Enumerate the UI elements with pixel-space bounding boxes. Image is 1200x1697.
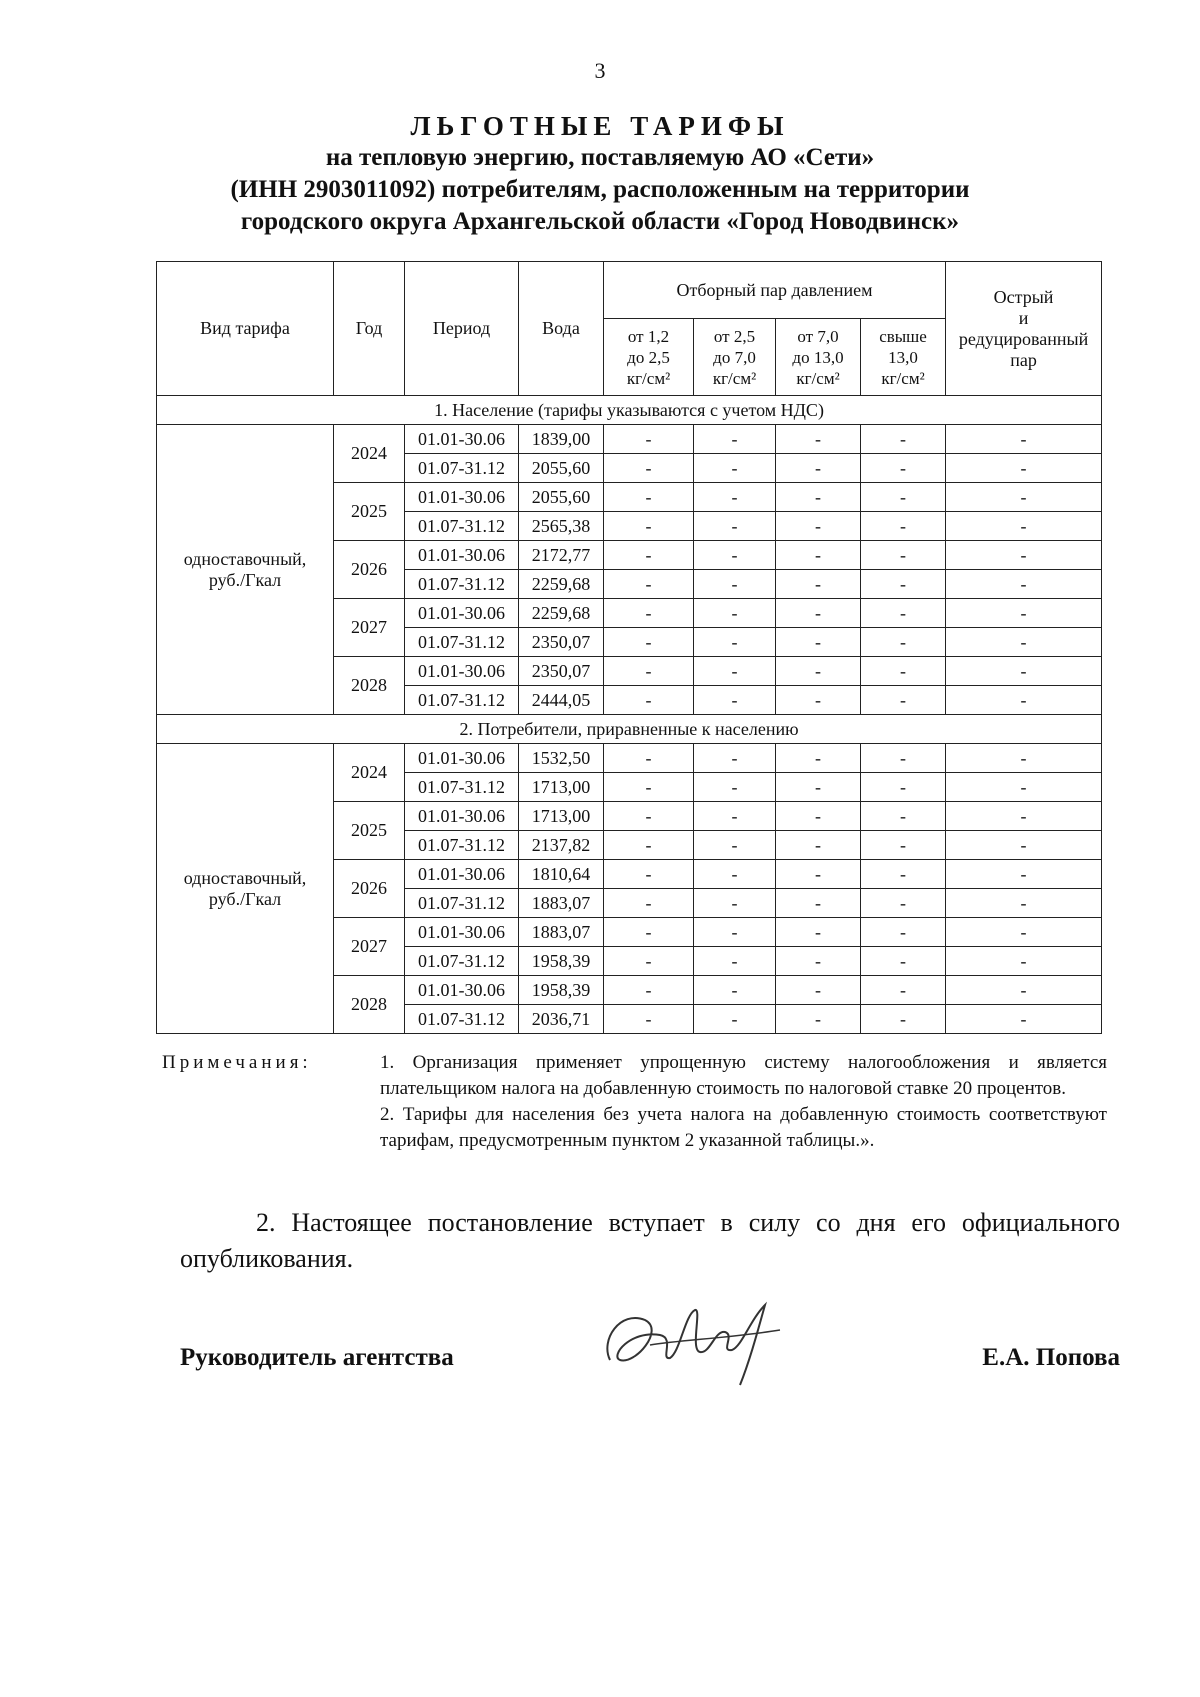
empty-value-cell: - (604, 686, 694, 715)
year-cell: 2025 (334, 483, 405, 541)
header-pressure-3-unit: кг/см² (796, 368, 840, 388)
water-cell: 2055,60 (519, 454, 604, 483)
empty-value-cell: - (946, 483, 1102, 512)
empty-value-cell: - (604, 628, 694, 657)
empty-value-cell: - (861, 831, 946, 860)
empty-value-cell: - (861, 976, 946, 1005)
header-sharp-line-2: и (1018, 307, 1029, 328)
empty-value-cell: - (694, 454, 776, 483)
note-item-1: 1. Организация применяет упрощенную систему налогообложения и является плательщиком налога на добавленную стоимость по налоговой ставке 20 процентов. (380, 1052, 1107, 1099)
empty-value-cell: - (861, 947, 946, 976)
empty-value-cell: - (946, 1005, 1102, 1034)
header-pressure-1-to: до 2,5 (627, 347, 670, 367)
water-cell: 2444,05 (519, 686, 604, 715)
empty-value-cell: - (776, 976, 861, 1005)
header-pressure-3-from: от 7,0 (797, 326, 839, 346)
empty-value-cell: - (861, 483, 946, 512)
period-cell: 01.01-30.06 (405, 744, 519, 773)
empty-value-cell: - (694, 483, 776, 512)
period-cell: 01.07-31.12 (405, 947, 519, 976)
empty-value-cell: - (604, 947, 694, 976)
empty-value-cell: - (694, 686, 776, 715)
period-cell: 01.01-30.06 (405, 657, 519, 686)
year-cell: 2028 (334, 976, 405, 1034)
empty-value-cell: - (694, 773, 776, 802)
empty-value-cell: - (604, 425, 694, 454)
water-cell: 1958,39 (519, 976, 604, 1005)
empty-value-cell: - (604, 773, 694, 802)
table-row (157, 425, 1102, 454)
empty-value-cell: - (946, 976, 1102, 1005)
year-cell: 2027 (334, 918, 405, 976)
empty-value-cell: - (946, 889, 1102, 918)
notes-list (380, 1050, 1107, 1154)
header-sharp-steam (946, 262, 1102, 396)
tariff-type-line-1: одноставочный, (183, 548, 307, 569)
title-line-4: городского округа Архангельской области «Город Новодвинск» (240, 208, 960, 235)
empty-value-cell: - (861, 802, 946, 831)
title-line-3: (ИНН 2903011092) потребителям, расположенным на территории (230, 176, 970, 203)
document-title (150, 110, 1050, 238)
period-cell: 01.07-31.12 (405, 512, 519, 541)
empty-value-cell: - (694, 889, 776, 918)
tariff-type-line-2: руб./Гкал (208, 569, 282, 590)
header-steam: Отборный пар давлением (604, 262, 946, 319)
empty-value-cell: - (604, 831, 694, 860)
empty-value-cell: - (861, 686, 946, 715)
water-cell: 1810,64 (519, 860, 604, 889)
empty-value-cell: - (776, 831, 861, 860)
tariff-type-cell (157, 425, 334, 715)
tariff-table (156, 261, 1102, 1034)
empty-value-cell: - (776, 570, 861, 599)
empty-value-cell: - (694, 744, 776, 773)
period-cell: 01.07-31.12 (405, 454, 519, 483)
water-cell: 2055,60 (519, 483, 604, 512)
empty-value-cell: - (604, 889, 694, 918)
header-pressure-2-unit: кг/см² (712, 368, 757, 388)
empty-value-cell: - (694, 860, 776, 889)
header-period: Период (405, 262, 519, 396)
empty-value-cell: - (946, 628, 1102, 657)
empty-value-cell: - (694, 947, 776, 976)
empty-value-cell: - (861, 599, 946, 628)
empty-value-cell: - (861, 889, 946, 918)
empty-value-cell: - (776, 773, 861, 802)
header-sharp-line-3: редуцированный (958, 328, 1089, 349)
empty-value-cell: - (694, 657, 776, 686)
empty-value-cell: - (776, 1005, 861, 1034)
empty-value-cell: - (861, 454, 946, 483)
signer-name: Е.А. Попова (982, 1344, 1120, 1371)
empty-value-cell: - (604, 570, 694, 599)
empty-value-cell: - (604, 744, 694, 773)
empty-value-cell: - (946, 802, 1102, 831)
header-pressure-1 (604, 319, 694, 396)
period-cell: 01.01-30.06 (405, 860, 519, 889)
title-line-2: на тепловую энергию, поставляемую АО «Сети» (325, 144, 875, 171)
empty-value-cell: - (604, 802, 694, 831)
empty-value-cell: - (694, 570, 776, 599)
period-cell: 01.01-30.06 (405, 425, 519, 454)
header-water: Вода (519, 262, 604, 396)
empty-value-cell: - (861, 744, 946, 773)
period-cell: 01.01-30.06 (405, 918, 519, 947)
period-cell: 01.07-31.12 (405, 1005, 519, 1034)
header-pressure-3 (776, 319, 861, 396)
empty-value-cell: - (604, 541, 694, 570)
signature-row (180, 1320, 1120, 1400)
empty-value-cell: - (946, 570, 1102, 599)
header-pressure-4 (861, 319, 946, 396)
empty-value-cell: - (946, 686, 1102, 715)
header-pressure-2-from: от 2,5 (713, 326, 756, 346)
empty-value-cell: - (604, 976, 694, 1005)
note-item-2: 2. Тарифы для населения без учета налога на добавленную стоимость соответствуют тарифам, предусмотренным пунктом 2 указанной таблицы.». (380, 1104, 1107, 1151)
period-cell: 01.01-30.06 (405, 976, 519, 1005)
empty-value-cell: - (776, 599, 861, 628)
empty-value-cell: - (776, 686, 861, 715)
year-cell: 2026 (334, 541, 405, 599)
empty-value-cell: - (604, 918, 694, 947)
empty-value-cell: - (694, 599, 776, 628)
tariff-type-cell (157, 744, 334, 1034)
period-cell: 01.01-30.06 (405, 802, 519, 831)
empty-value-cell: - (946, 512, 1102, 541)
water-cell: 1958,39 (519, 947, 604, 976)
empty-value-cell: - (776, 425, 861, 454)
period-cell: 01.07-31.12 (405, 889, 519, 918)
empty-value-cell: - (694, 1005, 776, 1034)
header-pressure-2 (694, 319, 776, 396)
header-pressure-3-to: до 13,0 (792, 347, 844, 367)
water-cell: 2172,77 (519, 541, 604, 570)
empty-value-cell: - (861, 425, 946, 454)
empty-value-cell: - (946, 657, 1102, 686)
empty-value-cell: - (861, 918, 946, 947)
empty-value-cell: - (776, 889, 861, 918)
empty-value-cell: - (946, 860, 1102, 889)
empty-value-cell: - (604, 512, 694, 541)
table-row (157, 744, 1102, 773)
signer-title: Руководитель агентства (180, 1344, 454, 1371)
header-pressure-1-unit: кг/см² (626, 368, 671, 388)
header-pressure-2-to: до 7,0 (713, 347, 756, 367)
empty-value-cell: - (776, 860, 861, 889)
section-title: 1. Население (тарифы указываются с учетом НДС) (157, 396, 1102, 425)
period-cell: 01.07-31.12 (405, 831, 519, 860)
empty-value-cell: - (861, 860, 946, 889)
empty-value-cell: - (604, 454, 694, 483)
period-cell: 01.07-31.12 (405, 628, 519, 657)
empty-value-cell: - (694, 918, 776, 947)
empty-value-cell: - (694, 628, 776, 657)
empty-value-cell: - (604, 1005, 694, 1034)
empty-value-cell: - (694, 512, 776, 541)
empty-value-cell: - (946, 454, 1102, 483)
header-sharp-line-4: пар (1010, 349, 1037, 370)
empty-value-cell: - (861, 1005, 946, 1034)
page-number: 3 (594, 58, 606, 83)
empty-value-cell: - (861, 570, 946, 599)
water-cell: 1839,00 (519, 425, 604, 454)
title-line-1: ЛЬГОТНЫЕ ТАРИФЫ (410, 111, 790, 141)
empty-value-cell: - (946, 541, 1102, 570)
empty-value-cell: - (694, 976, 776, 1005)
period-cell: 01.01-30.06 (405, 541, 519, 570)
empty-value-cell: - (776, 802, 861, 831)
empty-value-cell: - (861, 512, 946, 541)
empty-value-cell: - (694, 802, 776, 831)
water-cell: 2259,68 (519, 599, 604, 628)
water-cell: 2350,07 (519, 657, 604, 686)
header-pressure-4-from: свыше (879, 326, 927, 346)
period-cell: 01.07-31.12 (405, 686, 519, 715)
handwritten-signature (590, 1290, 790, 1390)
header-pressure-4-unit: кг/см² (881, 368, 925, 388)
header-sharp-line-1: Острый (993, 286, 1054, 307)
empty-value-cell: - (604, 599, 694, 628)
empty-value-cell: - (861, 541, 946, 570)
header-pressure-1-from: от 1,2 (627, 326, 670, 346)
empty-value-cell: - (694, 541, 776, 570)
year-cell: 2027 (334, 599, 405, 657)
empty-value-cell: - (946, 831, 1102, 860)
empty-value-cell: - (861, 773, 946, 802)
year-cell: 2024 (334, 744, 405, 802)
empty-value-cell: - (604, 860, 694, 889)
empty-value-cell: - (946, 773, 1102, 802)
empty-value-cell: - (776, 918, 861, 947)
water-cell: 2259,68 (519, 570, 604, 599)
empty-value-cell: - (861, 657, 946, 686)
header-pressure-4-value: 13,0 (888, 347, 918, 367)
empty-value-cell: - (776, 947, 861, 976)
water-cell: 2137,82 (519, 831, 604, 860)
empty-value-cell: - (694, 831, 776, 860)
empty-value-cell: - (776, 541, 861, 570)
period-cell: 01.07-31.12 (405, 773, 519, 802)
year-cell: 2026 (334, 860, 405, 918)
empty-value-cell: - (776, 744, 861, 773)
effective-paragraph: 2. Настоящее постановление вступает в силу со дня его официального опубликования. (180, 1208, 1120, 1273)
empty-value-cell: - (776, 628, 861, 657)
year-cell: 2024 (334, 425, 405, 483)
empty-value-cell: - (776, 483, 861, 512)
empty-value-cell: - (694, 425, 776, 454)
water-cell: 1713,00 (519, 802, 604, 831)
empty-value-cell: - (946, 425, 1102, 454)
water-cell: 1883,07 (519, 889, 604, 918)
year-cell: 2025 (334, 802, 405, 860)
header-year: Год (334, 262, 405, 396)
empty-value-cell: - (604, 657, 694, 686)
period-cell: 01.01-30.06 (405, 483, 519, 512)
section-title: 2. Потребители, приравненные к населению (157, 715, 1102, 744)
empty-value-cell: - (776, 454, 861, 483)
period-cell: 01.01-30.06 (405, 599, 519, 628)
notes-label: Примечания: (162, 1052, 312, 1073)
header-tariff-type: Вид тарифа (157, 262, 334, 396)
water-cell: 1713,00 (519, 773, 604, 802)
year-cell: 2028 (334, 657, 405, 715)
empty-value-cell: - (776, 512, 861, 541)
water-cell: 2565,38 (519, 512, 604, 541)
empty-value-cell: - (946, 744, 1102, 773)
tariff-type-line-2: руб./Гкал (208, 888, 282, 909)
water-cell: 1883,07 (519, 918, 604, 947)
empty-value-cell: - (946, 599, 1102, 628)
water-cell: 1532,50 (519, 744, 604, 773)
tariff-type-line-1: одноставочный, (183, 867, 307, 888)
empty-value-cell: - (776, 657, 861, 686)
empty-value-cell: - (946, 918, 1102, 947)
empty-value-cell: - (604, 483, 694, 512)
empty-value-cell: - (861, 628, 946, 657)
water-cell: 2036,71 (519, 1005, 604, 1034)
period-cell: 01.07-31.12 (405, 570, 519, 599)
empty-value-cell: - (946, 947, 1102, 976)
water-cell: 2350,07 (519, 628, 604, 657)
